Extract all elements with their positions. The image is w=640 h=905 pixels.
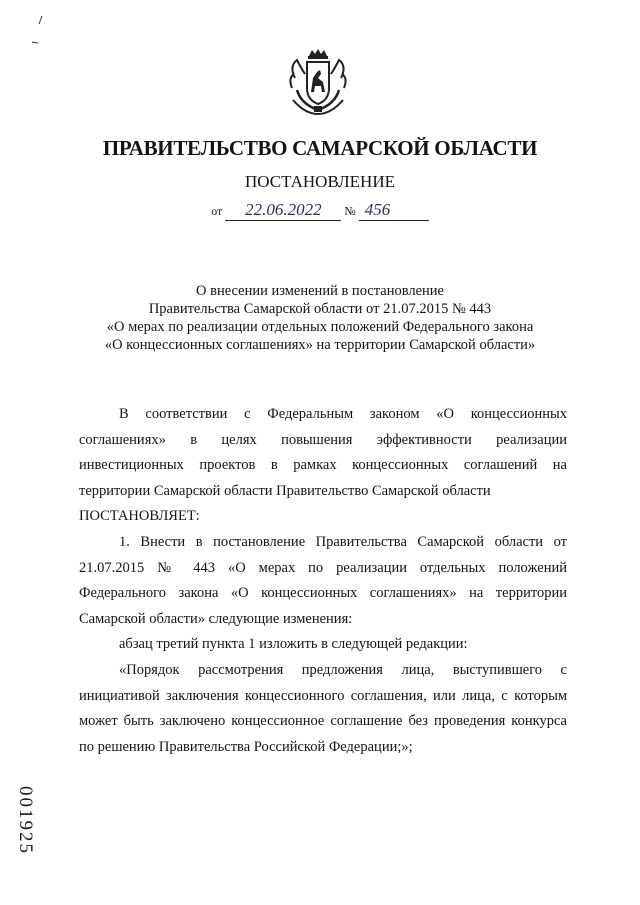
subject-line: «О мерах по реализации отдельных положений Федерального закона bbox=[106, 319, 534, 335]
document-subject bbox=[60, 282, 580, 354]
archive-number: 001925 bbox=[15, 786, 36, 855]
subject-line: «О концессионных соглашениях» на территории Самарской области» bbox=[104, 337, 536, 353]
document-kind: ПОСТАНОВЛЕНИЕ bbox=[244, 172, 395, 191]
instruction-paragraph: абзац третий пункта 1 изложить в следующей редакции: bbox=[119, 636, 468, 653]
number-prefix: № bbox=[344, 204, 356, 218]
organization-title: ПРАВИТЕЛЬСТВО САМАРСКОЙ ОБЛАСТИ bbox=[102, 136, 538, 160]
preamble-paragraph: В соответствии с Федеральным законом «О концессионных соглашениях» в целях повышения эффективности реализации инвестиционных проектов в рамках концессионных соглашений на территории Самарской области Правительство Самарской области bbox=[79, 406, 567, 499]
samara-oblast-coat-of-arms-icon bbox=[287, 48, 349, 116]
pen-marks bbox=[30, 12, 50, 52]
quote-paragraph: «Порядок рассмотрения предложения лица, выступившего с инициативой заключения концессионного соглашения, или лица, с которым может быть заключено концессионное соглашение без проведения конкурса по решению Правительства Российской Федерации;»; bbox=[79, 661, 567, 755]
subject-line: Правительства Самарской области от 21.07.2015 № 443 bbox=[148, 301, 492, 317]
document-date: 22.06.2022 bbox=[225, 200, 341, 221]
document-number: 456 bbox=[359, 200, 429, 221]
document-body bbox=[79, 402, 567, 760]
subject-line: О внесении изменений в постановление bbox=[196, 283, 444, 299]
date-number-line bbox=[0, 200, 640, 221]
item-1-paragraph: 1. Внести в постановление Правительства Самарской области от 21.07.2015 № 443 «О мерах по реализации отдельных положений Федерального закона «О концессионных соглашениях» на территории Самарской области» следующие изменения: bbox=[79, 533, 567, 627]
date-prefix: от bbox=[211, 204, 223, 218]
resolves-paragraph: ПОСТАНОВЛЯЕТ: bbox=[79, 508, 200, 525]
